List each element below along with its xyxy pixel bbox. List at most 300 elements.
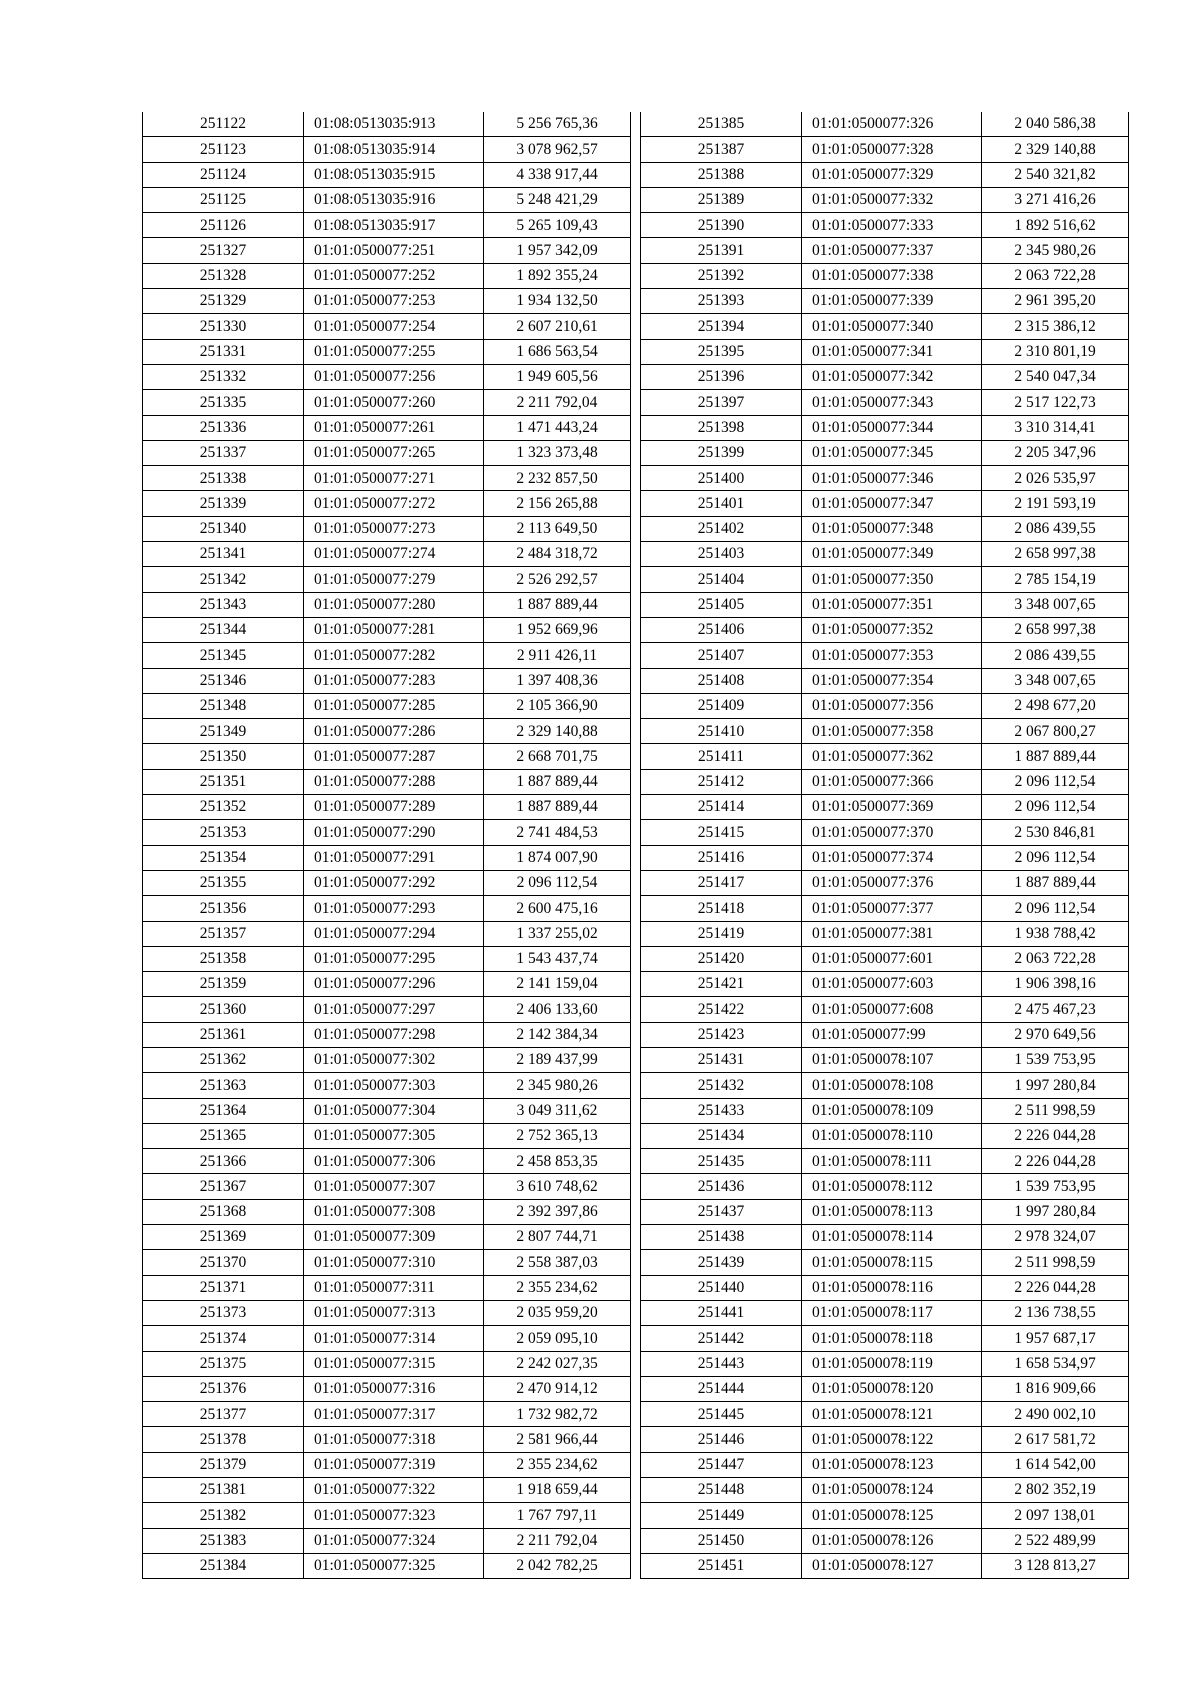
record-id-cell: 251387 bbox=[641, 137, 802, 162]
record-id-cell: 251351 bbox=[143, 769, 304, 794]
table-row bbox=[143, 997, 631, 1022]
value-cell: 2 211 792,04 bbox=[484, 390, 631, 415]
cadastral-number-cell: 01:01:0500077:271 bbox=[304, 466, 484, 491]
table-row bbox=[143, 592, 631, 617]
cadastral-number-cell: 01:01:0500077:308 bbox=[304, 1199, 484, 1224]
table-row bbox=[143, 1073, 631, 1098]
record-id-cell: 251385 bbox=[641, 112, 802, 137]
table-row bbox=[143, 643, 631, 668]
record-id-cell: 251438 bbox=[641, 1225, 802, 1250]
record-id-cell: 251412 bbox=[641, 769, 802, 794]
record-id-cell: 251423 bbox=[641, 1022, 802, 1047]
value-cell: 2 530 846,81 bbox=[982, 820, 1129, 845]
cadastral-number-cell: 01:01:0500077:339 bbox=[802, 289, 982, 314]
record-id-cell: 251375 bbox=[143, 1351, 304, 1376]
table-row bbox=[143, 1503, 631, 1528]
record-id-cell: 251422 bbox=[641, 997, 802, 1022]
table-row bbox=[143, 1250, 631, 1275]
table-row bbox=[143, 1326, 631, 1351]
cadastral-number-cell: 01:01:0500077:345 bbox=[802, 440, 982, 465]
value-cell: 2 470 914,12 bbox=[484, 1376, 631, 1401]
record-id-cell: 251327 bbox=[143, 238, 304, 263]
cadastral-number-cell: 01:01:0500077:311 bbox=[304, 1275, 484, 1300]
value-cell: 2 096 112,54 bbox=[982, 845, 1129, 870]
table-row bbox=[143, 314, 631, 339]
value-cell: 2 063 722,28 bbox=[982, 263, 1129, 288]
table-row bbox=[641, 693, 1129, 718]
cadastral-number-cell: 01:01:0500077:326 bbox=[802, 112, 982, 137]
value-cell: 2 511 998,59 bbox=[982, 1250, 1129, 1275]
cadastral-number-cell: 01:01:0500077:342 bbox=[802, 364, 982, 389]
cadastral-number-cell: 01:01:0500077:252 bbox=[304, 263, 484, 288]
table-row bbox=[143, 238, 631, 263]
table-row bbox=[143, 946, 631, 971]
record-id-cell: 251408 bbox=[641, 668, 802, 693]
table-row bbox=[143, 1452, 631, 1477]
cadastral-number-cell: 01:01:0500077:285 bbox=[304, 693, 484, 718]
cadastral-number-cell: 01:01:0500077:370 bbox=[802, 820, 982, 845]
cadastral-number-cell: 01:01:0500077:297 bbox=[304, 997, 484, 1022]
cadastral-number-cell: 01:01:0500077:341 bbox=[802, 339, 982, 364]
record-id-cell: 251416 bbox=[641, 845, 802, 870]
value-cell: 2 345 980,26 bbox=[982, 238, 1129, 263]
value-cell: 2 142 384,34 bbox=[484, 1022, 631, 1047]
table-row bbox=[143, 870, 631, 895]
table-row bbox=[641, 1047, 1129, 1072]
value-cell: 1 658 534,97 bbox=[982, 1351, 1129, 1376]
record-id-cell: 251437 bbox=[641, 1199, 802, 1224]
cadastral-number-cell: 01:01:0500078:122 bbox=[802, 1427, 982, 1452]
cadastral-number-cell: 01:01:0500078:126 bbox=[802, 1528, 982, 1553]
record-id-cell: 251358 bbox=[143, 946, 304, 971]
value-cell: 2 096 112,54 bbox=[982, 769, 1129, 794]
cadastral-number-cell: 01:01:0500077:295 bbox=[304, 946, 484, 971]
cadastral-number-cell: 01:01:0500077:260 bbox=[304, 390, 484, 415]
record-id-cell: 251384 bbox=[143, 1553, 304, 1578]
cadastral-number-cell: 01:08:0513035:915 bbox=[304, 162, 484, 187]
cadastral-number-cell: 01:01:0500077:254 bbox=[304, 314, 484, 339]
table-row bbox=[143, 542, 631, 567]
cadastral-number-cell: 01:01:0500077:344 bbox=[802, 415, 982, 440]
record-id-cell: 251370 bbox=[143, 1250, 304, 1275]
value-cell: 2 802 352,19 bbox=[982, 1478, 1129, 1503]
table-row bbox=[143, 820, 631, 845]
value-cell: 2 136 738,55 bbox=[982, 1300, 1129, 1325]
value-cell: 2 498 677,20 bbox=[982, 693, 1129, 718]
value-cell: 1 938 788,42 bbox=[982, 921, 1129, 946]
value-cell: 1 957 342,09 bbox=[484, 238, 631, 263]
cadastral-number-cell: 01:01:0500077:294 bbox=[304, 921, 484, 946]
cadastral-number-cell: 01:08:0513035:914 bbox=[304, 137, 484, 162]
record-id-cell: 251394 bbox=[641, 314, 802, 339]
table-row bbox=[143, 339, 631, 364]
value-cell: 2 040 586,38 bbox=[982, 112, 1129, 137]
value-cell: 2 226 044,28 bbox=[982, 1275, 1129, 1300]
value-cell: 2 526 292,57 bbox=[484, 567, 631, 592]
cadastral-number-cell: 01:01:0500077:305 bbox=[304, 1123, 484, 1148]
cadastral-number-cell: 01:01:0500078:111 bbox=[802, 1149, 982, 1174]
table-row bbox=[143, 1300, 631, 1325]
record-id-cell: 251339 bbox=[143, 491, 304, 516]
cadastral-number-cell: 01:08:0513035:913 bbox=[304, 112, 484, 137]
value-cell: 2 355 234,62 bbox=[484, 1275, 631, 1300]
table-row bbox=[143, 567, 631, 592]
record-id-cell: 251396 bbox=[641, 364, 802, 389]
record-id-cell: 251344 bbox=[143, 617, 304, 642]
value-cell: 2 752 365,13 bbox=[484, 1123, 631, 1148]
record-id-cell: 251391 bbox=[641, 238, 802, 263]
value-cell: 1 323 373,48 bbox=[484, 440, 631, 465]
table-row bbox=[143, 1149, 631, 1174]
cadastral-number-cell: 01:01:0500077:310 bbox=[304, 1250, 484, 1275]
cadastral-number-cell: 01:01:0500077:253 bbox=[304, 289, 484, 314]
record-id-cell: 251371 bbox=[143, 1275, 304, 1300]
value-cell: 1 874 007,90 bbox=[484, 845, 631, 870]
value-cell: 4 338 917,44 bbox=[484, 162, 631, 187]
value-cell: 2 096 112,54 bbox=[484, 870, 631, 895]
table-row bbox=[143, 112, 631, 137]
value-cell: 1 934 132,50 bbox=[484, 289, 631, 314]
cadastral-number-cell: 01:01:0500077:356 bbox=[802, 693, 982, 718]
table-row bbox=[143, 263, 631, 288]
table-row bbox=[641, 845, 1129, 870]
table-row bbox=[641, 1250, 1129, 1275]
value-cell: 2 226 044,28 bbox=[982, 1123, 1129, 1148]
table-row bbox=[641, 112, 1129, 137]
cadastral-number-cell: 01:01:0500077:381 bbox=[802, 921, 982, 946]
table-row bbox=[641, 1452, 1129, 1477]
table-row bbox=[641, 1326, 1129, 1351]
table-row bbox=[641, 162, 1129, 187]
table-row bbox=[641, 466, 1129, 491]
cadastral-number-cell: 01:01:0500078:110 bbox=[802, 1123, 982, 1148]
cadastral-number-cell: 01:01:0500077:347 bbox=[802, 491, 982, 516]
value-cell: 2 141 159,04 bbox=[484, 972, 631, 997]
record-id-cell: 251398 bbox=[641, 415, 802, 440]
record-id-cell: 251395 bbox=[641, 339, 802, 364]
cadastral-number-cell: 01:01:0500077:274 bbox=[304, 542, 484, 567]
table-row bbox=[641, 1478, 1129, 1503]
value-cell: 2 511 998,59 bbox=[982, 1098, 1129, 1123]
value-cell: 2 540 321,82 bbox=[982, 162, 1129, 187]
value-cell: 2 232 857,50 bbox=[484, 466, 631, 491]
table-row bbox=[641, 1123, 1129, 1148]
value-cell: 2 191 593,19 bbox=[982, 491, 1129, 516]
cadastral-number-cell: 01:08:0513035:917 bbox=[304, 213, 484, 238]
table-row bbox=[641, 1528, 1129, 1553]
table-row bbox=[641, 390, 1129, 415]
record-id-cell: 251126 bbox=[143, 213, 304, 238]
value-cell: 1 539 753,95 bbox=[982, 1047, 1129, 1072]
value-cell: 1 952 669,96 bbox=[484, 617, 631, 642]
table-row bbox=[641, 1300, 1129, 1325]
table-row bbox=[641, 1427, 1129, 1452]
cadastral-number-cell: 01:01:0500077:366 bbox=[802, 769, 982, 794]
value-cell: 1 887 889,44 bbox=[982, 870, 1129, 895]
record-id-cell: 251390 bbox=[641, 213, 802, 238]
table-row bbox=[143, 972, 631, 997]
table-row bbox=[641, 364, 1129, 389]
value-cell: 2 086 439,55 bbox=[982, 516, 1129, 541]
value-cell: 1 887 889,44 bbox=[484, 795, 631, 820]
table-row bbox=[641, 238, 1129, 263]
record-id-cell: 251354 bbox=[143, 845, 304, 870]
cadastral-number-cell: 01:01:0500077:358 bbox=[802, 719, 982, 744]
cadastral-number-cell: 01:01:0500077:354 bbox=[802, 668, 982, 693]
value-cell: 2 329 140,88 bbox=[484, 719, 631, 744]
value-cell: 2 310 801,19 bbox=[982, 339, 1129, 364]
record-id-cell: 251446 bbox=[641, 1427, 802, 1452]
record-id-cell: 251382 bbox=[143, 1503, 304, 1528]
value-cell: 2 406 133,60 bbox=[484, 997, 631, 1022]
cadastral-number-cell: 01:01:0500078:109 bbox=[802, 1098, 982, 1123]
record-id-cell: 251450 bbox=[641, 1528, 802, 1553]
cadastral-number-cell: 01:01:0500077:292 bbox=[304, 870, 484, 895]
table-row bbox=[143, 1402, 631, 1427]
cadastral-number-cell: 01:01:0500077:293 bbox=[304, 896, 484, 921]
cadastral-number-cell: 01:01:0500077:353 bbox=[802, 643, 982, 668]
value-cell: 1 957 687,17 bbox=[982, 1326, 1129, 1351]
record-id-cell: 251359 bbox=[143, 972, 304, 997]
table-row bbox=[641, 187, 1129, 212]
record-id-cell: 251330 bbox=[143, 314, 304, 339]
record-id-cell: 251369 bbox=[143, 1225, 304, 1250]
cadastral-number-cell: 01:01:0500078:121 bbox=[802, 1402, 982, 1427]
table-row bbox=[641, 896, 1129, 921]
cadastral-number-cell: 01:01:0500077:601 bbox=[802, 946, 982, 971]
cadastral-number-cell: 01:01:0500077:261 bbox=[304, 415, 484, 440]
value-cell: 5 248 421,29 bbox=[484, 187, 631, 212]
table-row bbox=[143, 693, 631, 718]
cadastral-number-cell: 01:01:0500077:304 bbox=[304, 1098, 484, 1123]
cadastral-number-cell: 01:01:0500078:113 bbox=[802, 1199, 982, 1224]
value-cell: 1 918 659,44 bbox=[484, 1478, 631, 1503]
table-row bbox=[143, 1098, 631, 1123]
table-row bbox=[641, 744, 1129, 769]
record-id-cell: 251401 bbox=[641, 491, 802, 516]
record-id-cell: 251392 bbox=[641, 263, 802, 288]
cadastral-number-cell: 01:01:0500077:322 bbox=[304, 1478, 484, 1503]
value-cell: 2 097 138,01 bbox=[982, 1503, 1129, 1528]
value-cell: 1 887 889,44 bbox=[982, 744, 1129, 769]
record-id-cell: 251337 bbox=[143, 440, 304, 465]
record-id-cell: 251445 bbox=[641, 1402, 802, 1427]
table-row bbox=[641, 795, 1129, 820]
record-id-cell: 251342 bbox=[143, 567, 304, 592]
record-id-cell: 251341 bbox=[143, 542, 304, 567]
record-id-cell: 251352 bbox=[143, 795, 304, 820]
value-cell: 3 310 314,41 bbox=[982, 415, 1129, 440]
table-row bbox=[143, 1275, 631, 1300]
cadastral-number-cell: 01:01:0500077:296 bbox=[304, 972, 484, 997]
record-id-cell: 251434 bbox=[641, 1123, 802, 1148]
cadastral-number-cell: 01:01:0500077:352 bbox=[802, 617, 982, 642]
value-cell: 2 211 792,04 bbox=[484, 1528, 631, 1553]
record-id-cell: 251345 bbox=[143, 643, 304, 668]
cadastral-number-cell: 01:01:0500078:112 bbox=[802, 1174, 982, 1199]
table-row bbox=[143, 289, 631, 314]
value-cell: 3 128 813,27 bbox=[982, 1553, 1129, 1578]
value-cell: 2 067 800,27 bbox=[982, 719, 1129, 744]
cadastral-number-cell: 01:01:0500077:608 bbox=[802, 997, 982, 1022]
record-id-cell: 251123 bbox=[143, 137, 304, 162]
table-row bbox=[641, 1376, 1129, 1401]
value-cell: 1 767 797,11 bbox=[484, 1503, 631, 1528]
value-cell: 2 741 484,53 bbox=[484, 820, 631, 845]
record-id-cell: 251439 bbox=[641, 1250, 802, 1275]
value-cell: 2 581 966,44 bbox=[484, 1427, 631, 1452]
value-cell: 2 668 701,75 bbox=[484, 744, 631, 769]
record-id-cell: 251331 bbox=[143, 339, 304, 364]
table-row bbox=[143, 668, 631, 693]
table-row bbox=[641, 1402, 1129, 1427]
record-id-cell: 251410 bbox=[641, 719, 802, 744]
value-cell: 2 205 347,96 bbox=[982, 440, 1129, 465]
table-row bbox=[143, 744, 631, 769]
value-cell: 3 078 962,57 bbox=[484, 137, 631, 162]
cadastral-number-cell: 01:01:0500077:376 bbox=[802, 870, 982, 895]
value-cell: 2 484 318,72 bbox=[484, 542, 631, 567]
table-row bbox=[641, 1022, 1129, 1047]
value-cell: 2 807 744,71 bbox=[484, 1225, 631, 1250]
value-cell: 2 345 980,26 bbox=[484, 1073, 631, 1098]
cadastral-number-cell: 01:01:0500078:124 bbox=[802, 1478, 982, 1503]
value-cell: 2 026 535,97 bbox=[982, 466, 1129, 491]
value-cell: 2 658 997,38 bbox=[982, 617, 1129, 642]
value-cell: 2 392 397,86 bbox=[484, 1199, 631, 1224]
record-id-cell: 251399 bbox=[641, 440, 802, 465]
table-row bbox=[641, 1073, 1129, 1098]
table-row bbox=[143, 719, 631, 744]
cadastral-number-cell: 01:01:0500077:99 bbox=[802, 1022, 982, 1047]
record-id-cell: 251418 bbox=[641, 896, 802, 921]
cadastral-number-cell: 01:01:0500077:313 bbox=[304, 1300, 484, 1325]
table-row bbox=[143, 137, 631, 162]
table-row bbox=[641, 592, 1129, 617]
value-cell: 2 113 649,50 bbox=[484, 516, 631, 541]
cadastral-number-cell: 01:01:0500077:343 bbox=[802, 390, 982, 415]
value-cell: 2 475 467,23 bbox=[982, 997, 1129, 1022]
cadastral-number-cell: 01:01:0500077:348 bbox=[802, 516, 982, 541]
table-row bbox=[641, 972, 1129, 997]
table-row bbox=[143, 769, 631, 794]
cadastral-number-cell: 01:01:0500078:118 bbox=[802, 1326, 982, 1351]
cadastral-number-cell: 01:01:0500077:281 bbox=[304, 617, 484, 642]
record-id-cell: 251405 bbox=[641, 592, 802, 617]
record-id-cell: 251414 bbox=[641, 795, 802, 820]
table-row bbox=[641, 263, 1129, 288]
table-row bbox=[641, 1174, 1129, 1199]
record-id-cell: 251406 bbox=[641, 617, 802, 642]
cadastral-number-cell: 01:01:0500077:332 bbox=[802, 187, 982, 212]
table-row bbox=[143, 1225, 631, 1250]
record-id-cell: 251417 bbox=[641, 870, 802, 895]
value-cell: 3 348 007,65 bbox=[982, 668, 1129, 693]
value-cell: 2 540 047,34 bbox=[982, 364, 1129, 389]
cadastral-number-cell: 01:01:0500077:603 bbox=[802, 972, 982, 997]
value-cell: 2 355 234,62 bbox=[484, 1452, 631, 1477]
table-row bbox=[641, 719, 1129, 744]
cadastral-number-cell: 01:01:0500078:107 bbox=[802, 1047, 982, 1072]
record-id-cell: 251365 bbox=[143, 1123, 304, 1148]
table-row bbox=[641, 1098, 1129, 1123]
record-id-cell: 251363 bbox=[143, 1073, 304, 1098]
record-id-cell: 251336 bbox=[143, 415, 304, 440]
table-row bbox=[143, 162, 631, 187]
cadastral-number-cell: 01:01:0500077:251 bbox=[304, 238, 484, 263]
cadastral-number-cell: 01:01:0500078:117 bbox=[802, 1300, 982, 1325]
record-id-cell: 251402 bbox=[641, 516, 802, 541]
record-id-cell: 251125 bbox=[143, 187, 304, 212]
table-row bbox=[641, 516, 1129, 541]
value-cell: 2 522 489,99 bbox=[982, 1528, 1129, 1553]
record-id-cell: 251421 bbox=[641, 972, 802, 997]
table-row bbox=[641, 440, 1129, 465]
value-cell: 2 063 722,28 bbox=[982, 946, 1129, 971]
cadastral-number-cell: 01:01:0500077:256 bbox=[304, 364, 484, 389]
cadastral-number-cell: 01:01:0500077:340 bbox=[802, 314, 982, 339]
record-id-cell: 251419 bbox=[641, 921, 802, 946]
record-id-cell: 251441 bbox=[641, 1300, 802, 1325]
record-id-cell: 251340 bbox=[143, 516, 304, 541]
table-row bbox=[143, 1022, 631, 1047]
value-cell: 2 086 439,55 bbox=[982, 643, 1129, 668]
table-row bbox=[143, 516, 631, 541]
record-id-cell: 251353 bbox=[143, 820, 304, 845]
table-row bbox=[641, 1275, 1129, 1300]
value-cell: 1 997 280,84 bbox=[982, 1199, 1129, 1224]
value-cell: 1 816 909,66 bbox=[982, 1376, 1129, 1401]
table-row bbox=[143, 845, 631, 870]
record-id-cell: 251440 bbox=[641, 1275, 802, 1300]
record-id-cell: 251393 bbox=[641, 289, 802, 314]
table-row bbox=[641, 542, 1129, 567]
cadastral-number-cell: 01:01:0500077:283 bbox=[304, 668, 484, 693]
left-table bbox=[142, 112, 631, 1579]
table-row bbox=[143, 1351, 631, 1376]
record-id-cell: 251443 bbox=[641, 1351, 802, 1376]
table-row bbox=[641, 1225, 1129, 1250]
record-id-cell: 251357 bbox=[143, 921, 304, 946]
record-id-cell: 251373 bbox=[143, 1300, 304, 1325]
record-id-cell: 251367 bbox=[143, 1174, 304, 1199]
cadastral-number-cell: 01:01:0500077:316 bbox=[304, 1376, 484, 1401]
cadastral-number-cell: 01:01:0500077:302 bbox=[304, 1047, 484, 1072]
record-id-cell: 251381 bbox=[143, 1478, 304, 1503]
table-row bbox=[143, 617, 631, 642]
table-row bbox=[143, 1123, 631, 1148]
table-row bbox=[641, 1351, 1129, 1376]
table-row bbox=[143, 1553, 631, 1578]
table-row bbox=[143, 1174, 631, 1199]
value-cell: 2 600 475,16 bbox=[484, 896, 631, 921]
record-id-cell: 251349 bbox=[143, 719, 304, 744]
value-cell: 1 887 889,44 bbox=[484, 592, 631, 617]
cadastral-number-cell: 01:01:0500077:314 bbox=[304, 1326, 484, 1351]
table-row bbox=[641, 617, 1129, 642]
record-id-cell: 251364 bbox=[143, 1098, 304, 1123]
right-table bbox=[640, 112, 1129, 1579]
record-id-cell: 251378 bbox=[143, 1427, 304, 1452]
record-id-cell: 251407 bbox=[641, 643, 802, 668]
table-row bbox=[143, 1199, 631, 1224]
cadastral-number-cell: 01:01:0500077:351 bbox=[802, 592, 982, 617]
record-id-cell: 251356 bbox=[143, 896, 304, 921]
record-id-cell: 251442 bbox=[641, 1326, 802, 1351]
record-id-cell: 251432 bbox=[641, 1073, 802, 1098]
value-cell: 1 471 443,24 bbox=[484, 415, 631, 440]
value-cell: 1 997 280,84 bbox=[982, 1073, 1129, 1098]
